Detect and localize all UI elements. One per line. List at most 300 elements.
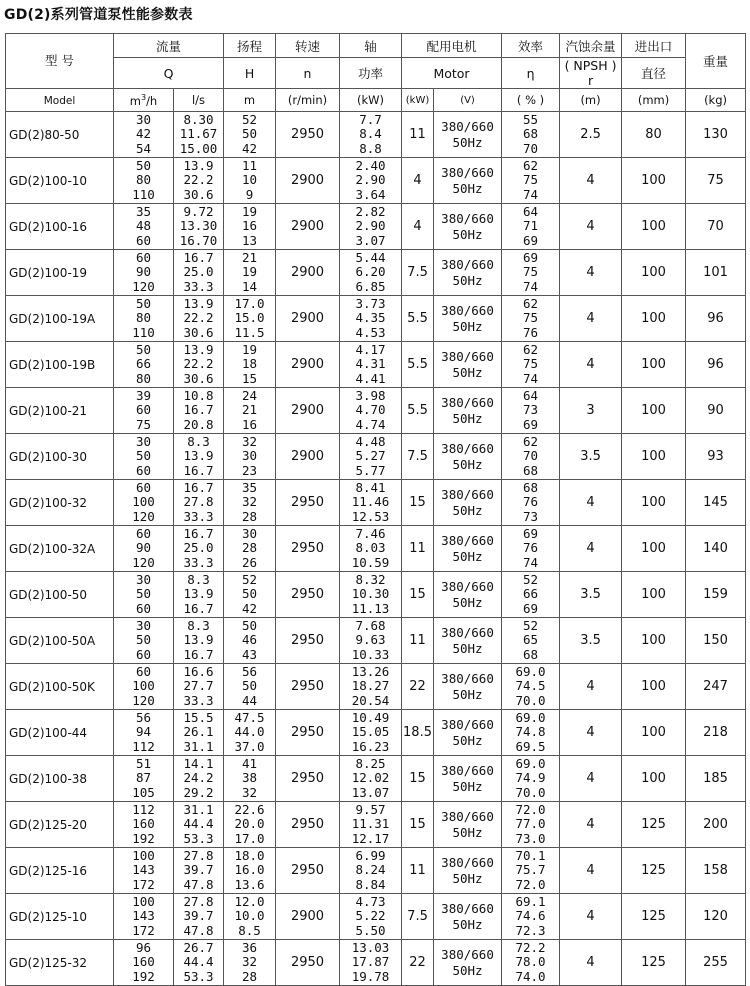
shaft-power-cell-value: 8.4: [359, 126, 382, 142]
motor-voltage-value: 50Hz: [452, 364, 483, 380]
efficiency-cell-value: 69: [523, 600, 539, 616]
head-cell-value: 47.5: [234, 709, 265, 725]
motor-kw-cell: 7.5: [402, 434, 434, 480]
table-row: [6, 802, 746, 848]
flow-m3h-cell: [114, 204, 174, 250]
efficiency-cell-value: 72.0: [515, 876, 546, 892]
motor-voltage-cell: [434, 756, 502, 802]
head-cell-value: 56: [241, 663, 258, 679]
efficiency-cell-value: 76: [523, 324, 539, 340]
npsh-cell: 4: [560, 480, 622, 526]
motor-voltage-value: 50Hz: [452, 318, 483, 334]
flow-ls-cell-value: 13.9: [183, 632, 214, 648]
flow-m3h-cell-value: 96: [135, 939, 152, 955]
header-row-1: [6, 34, 746, 58]
speed-cell: 2900: [276, 158, 340, 204]
flow-m3h-cell-value: 60: [135, 402, 152, 418]
unit-motor-kw: (kW): [402, 89, 434, 112]
shaft-power-cell: [340, 526, 402, 572]
flow-m3h-cell-value: 192: [132, 830, 155, 846]
head-cell-value: 28: [241, 968, 258, 984]
flow-m3h-cell-value: 60: [135, 600, 152, 616]
shaft-power-cell-value: 4.35: [355, 310, 386, 326]
flow-ls-cell-value: 16.7: [183, 249, 214, 265]
motor-voltage-value: 50Hz: [452, 686, 483, 702]
head-cell-value: 37.0: [234, 738, 265, 754]
head-cell: [224, 526, 276, 572]
shaft-power-cell-value: 10.49: [351, 709, 390, 725]
efficiency-cell-value: 71: [523, 218, 539, 234]
efficiency-cell-value: 73.0: [515, 830, 546, 846]
head-cell-value: 41: [241, 755, 258, 771]
shaft-power-cell: [340, 112, 402, 158]
motor-voltage-cell: [434, 802, 502, 848]
efficiency-cell-value: 74: [523, 278, 539, 294]
flow-m3h-cell-value: 100: [132, 494, 155, 510]
npsh-cell: 4: [560, 848, 622, 894]
motor-voltage-value: 380/660: [441, 256, 494, 272]
motor-kw-cell: 11: [402, 618, 434, 664]
weight-cell: 96: [686, 342, 746, 388]
flow-m3h-cell-value: 50: [135, 295, 152, 311]
weight-cell: 145: [686, 480, 746, 526]
shaft-power-cell: [340, 618, 402, 664]
motor-voltage-value: 50Hz: [452, 134, 483, 150]
head-cell-value: 15.0: [234, 310, 265, 326]
head-cell-value: 17.0: [234, 295, 265, 311]
header-flow: 流量: [114, 34, 224, 58]
head-cell-value: 35: [241, 479, 258, 495]
flow-ls-cell-value: 26.1: [183, 724, 214, 740]
flow-m3h-cell-value: 110: [132, 324, 155, 340]
shaft-power-cell-value: 20.54: [351, 692, 390, 708]
flow-ls-cell-value: 33.3: [183, 508, 214, 524]
flow-ls-cell: [174, 250, 224, 296]
model-cell: GD(2)100-50A: [6, 618, 114, 664]
flow-m3h-cell-value: 39: [135, 387, 152, 403]
model-cell: GD(2)100-50: [6, 572, 114, 618]
motor-voltage-cell: [434, 480, 502, 526]
flow-m3h-cell-value: 172: [132, 876, 155, 892]
shaft-power-cell-value: 3.07: [355, 232, 386, 248]
efficiency-cell-value: 74.0: [515, 968, 546, 984]
table-row: [6, 250, 746, 296]
shaft-power-cell-value: 8.8: [359, 140, 382, 156]
shaft-power-cell: [340, 250, 402, 296]
flow-m3h-cell: [114, 848, 174, 894]
flow-ls-cell: [174, 388, 224, 434]
flow-m3h-cell-value: 110: [132, 186, 155, 202]
header-model-en: Model: [6, 89, 114, 112]
motor-voltage-value: 380/660: [441, 210, 494, 226]
flow-ls-cell-value: 16.7: [183, 402, 214, 418]
head-cell: [224, 940, 276, 986]
weight-cell: 101: [686, 250, 746, 296]
flow-m3h-cell-value: 60: [135, 646, 152, 662]
head-cell-value: 19: [241, 341, 258, 357]
efficiency-cell-value: 74.8: [515, 724, 546, 740]
head-cell-value: 42: [241, 140, 258, 156]
motor-voltage-cell: [434, 342, 502, 388]
table-row: [6, 710, 746, 756]
efficiency-cell: [502, 112, 560, 158]
flow-ls-cell-value: 24.2: [183, 770, 214, 786]
header-port-diameter: 直径: [622, 58, 686, 89]
flow-m3h-cell-value: 160: [132, 954, 155, 970]
head-cell-value: 32: [241, 954, 258, 970]
shaft-power-cell: [340, 296, 402, 342]
header-speed: 转速: [276, 34, 340, 58]
speed-cell: 2950: [276, 802, 340, 848]
motor-voltage-value: 380/660: [441, 624, 494, 640]
flow-ls-cell: [174, 158, 224, 204]
flow-ls-cell: [174, 296, 224, 342]
flow-ls-cell-value: 33.3: [183, 278, 214, 294]
flow-ls-cell-value: 8.30: [183, 111, 214, 127]
efficiency-cell-value: 62: [523, 433, 539, 449]
speed-cell: 2950: [276, 664, 340, 710]
efficiency-cell: [502, 158, 560, 204]
header-shaft: 轴: [340, 34, 402, 58]
motor-voltage-cell: [434, 526, 502, 572]
motor-kw-cell: 22: [402, 940, 434, 986]
efficiency-cell-value: 75.7: [515, 862, 546, 878]
efficiency-cell-value: 68: [523, 479, 539, 495]
flow-m3h-cell-value: 80: [135, 370, 152, 386]
port-diameter-cell: 100: [622, 434, 686, 480]
efficiency-cell-value: 76: [523, 494, 539, 510]
flow-ls-cell-value: 8.3: [187, 571, 210, 587]
header-flow-symbol: Q: [114, 58, 224, 89]
unit-motor-v: (V): [434, 89, 502, 112]
motor-voltage-value: 380/660: [441, 118, 494, 134]
efficiency-cell-value: 69: [523, 232, 539, 248]
table-row: [6, 434, 746, 480]
flow-m3h-cell-value: 80: [135, 310, 152, 326]
flow-m3h-cell-value: 50: [135, 632, 152, 648]
efficiency-cell-value: 69.1: [515, 893, 546, 909]
head-cell-value: 32: [241, 784, 258, 800]
shaft-power-cell: [340, 388, 402, 434]
motor-voltage-value: 50Hz: [452, 778, 483, 794]
efficiency-cell-value: 74.6: [515, 908, 546, 924]
npsh-cell: 4: [560, 710, 622, 756]
head-cell-value: 28: [241, 508, 258, 524]
model-cell: GD(2)125-20: [6, 802, 114, 848]
efficiency-cell: [502, 894, 560, 940]
flow-m3h-cell-value: 48: [135, 218, 152, 234]
flow-ls-cell-value: 31.1: [183, 738, 214, 754]
flow-ls-cell: [174, 342, 224, 388]
shaft-power-cell: [340, 158, 402, 204]
flow-ls-cell-value: 39.7: [183, 862, 214, 878]
unit-efficiency: ( % ): [502, 89, 560, 112]
npsh-cell: 2.5: [560, 112, 622, 158]
model-cell: GD(2)80-50: [6, 112, 114, 158]
speed-cell: 2900: [276, 342, 340, 388]
flow-m3h-cell-value: 120: [132, 278, 155, 294]
motor-kw-cell: 5.5: [402, 342, 434, 388]
head-cell: [224, 756, 276, 802]
motor-voltage-cell: [434, 940, 502, 986]
flow-ls-cell-value: 16.7: [183, 525, 214, 541]
efficiency-cell-value: 75: [523, 264, 539, 280]
head-cell-value: 13: [241, 232, 258, 248]
weight-cell: 247: [686, 664, 746, 710]
flow-m3h-cell-value: 35: [135, 203, 152, 219]
head-cell-value: 42: [241, 600, 258, 616]
shaft-power-cell-value: 8.41: [355, 479, 386, 495]
flow-ls-cell-value: 22.2: [183, 356, 214, 372]
flow-ls-cell: [174, 894, 224, 940]
flow-m3h-cell: [114, 756, 174, 802]
speed-cell: 2950: [276, 572, 340, 618]
flow-m3h-cell: [114, 112, 174, 158]
weight-cell: 255: [686, 940, 746, 986]
flow-ls-cell-value: 16.7: [183, 479, 214, 495]
npsh-cell: 4: [560, 342, 622, 388]
header-efficiency-symbol: η: [502, 58, 560, 89]
motor-voltage-value: 380/660: [441, 670, 494, 686]
flow-m3h-cell-value: 60: [135, 525, 152, 541]
motor-voltage-value: 380/660: [441, 762, 494, 778]
flow-m3h-cell-value: 42: [135, 126, 152, 142]
head-cell: [224, 112, 276, 158]
shaft-power-cell-value: 7.68: [355, 617, 386, 633]
shaft-power-cell: [340, 204, 402, 250]
efficiency-cell-value: 74: [523, 370, 539, 386]
shaft-power-cell: [340, 710, 402, 756]
header-head: 扬程: [224, 34, 276, 58]
motor-kw-cell: 15: [402, 572, 434, 618]
flow-m3h-cell-value: 112: [132, 738, 155, 754]
unit-port: (mm): [622, 89, 686, 112]
efficiency-cell-value: 70.0: [515, 692, 546, 708]
flow-m3h-cell: [114, 664, 174, 710]
efficiency-cell-value: 73: [523, 508, 539, 524]
header-npsh-symbol: ( NPSH ) r: [560, 58, 622, 89]
flow-m3h-cell: [114, 342, 174, 388]
shaft-power-cell-value: 18.27: [351, 678, 390, 694]
head-cell-value: 30: [241, 448, 258, 464]
npsh-cell: 4: [560, 204, 622, 250]
head-cell-value: 43: [241, 646, 258, 662]
motor-voltage-value: 50Hz: [452, 594, 483, 610]
flow-m3h-cell: [114, 710, 174, 756]
flow-ls-cell-value: 16.70: [179, 232, 218, 248]
motor-kw-cell: 4: [402, 204, 434, 250]
motor-voltage-cell: [434, 710, 502, 756]
flow-m3h-cell: [114, 250, 174, 296]
shaft-power-cell-value: 4.53: [355, 324, 386, 340]
motor-kw-cell: 22: [402, 664, 434, 710]
flow-m3h-cell-value: 120: [132, 508, 155, 524]
shaft-power-cell-value: 8.32: [355, 571, 386, 587]
efficiency-cell: [502, 250, 560, 296]
flow-ls-cell-value: 47.8: [183, 876, 214, 892]
efficiency-cell: [502, 388, 560, 434]
head-cell: [224, 158, 276, 204]
motor-voltage-cell: [434, 296, 502, 342]
head-cell-value: 21: [241, 249, 258, 265]
motor-kw-cell: 15: [402, 802, 434, 848]
head-cell-value: 44: [241, 692, 258, 708]
efficiency-cell-value: 72.3: [515, 922, 546, 938]
flow-ls-cell: [174, 112, 224, 158]
shaft-power-cell-value: 19.78: [351, 968, 390, 984]
head-cell-value: 50: [241, 586, 258, 602]
unit-weight: (kg): [686, 89, 746, 112]
head-cell: [224, 710, 276, 756]
shaft-power-cell-value: 10.59: [351, 554, 390, 570]
shaft-power-cell: [340, 480, 402, 526]
motor-voltage-cell: [434, 848, 502, 894]
shaft-power-cell-value: 2.90: [355, 218, 386, 234]
efficiency-cell-value: 52: [523, 617, 539, 633]
motor-kw-cell: 7.5: [402, 250, 434, 296]
flow-m3h-cell-value: 50: [135, 341, 152, 357]
flow-ls-cell: [174, 756, 224, 802]
efficiency-cell-value: 75: [523, 356, 539, 372]
efficiency-cell-value: 72.0: [515, 801, 546, 817]
shaft-power-cell-value: 13.07: [351, 784, 390, 800]
flow-ls-cell-value: 27.8: [183, 847, 214, 863]
header-motor-en: Motor: [402, 58, 502, 89]
head-cell: [224, 342, 276, 388]
efficiency-cell: [502, 572, 560, 618]
head-cell-value: 52: [241, 571, 258, 587]
page-title: GD(2)系列管道泵性能参数表: [4, 7, 193, 23]
model-cell: GD(2)100-19: [6, 250, 114, 296]
flow-ls-cell: [174, 848, 224, 894]
efficiency-cell: [502, 802, 560, 848]
model-cell: GD(2)125-16: [6, 848, 114, 894]
shaft-power-cell: [340, 572, 402, 618]
motor-voltage-value: 380/660: [441, 394, 494, 410]
flow-ls-cell-value: 53.3: [183, 968, 214, 984]
flow-ls-cell-value: 39.7: [183, 908, 214, 924]
shaft-power-cell-value: 6.99: [355, 847, 386, 863]
shaft-power-cell-value: 4.31: [355, 356, 386, 372]
head-cell-value: 30: [241, 525, 258, 541]
head-cell-value: 10.0: [234, 908, 265, 924]
shaft-power-cell-value: 3.73: [355, 295, 386, 311]
model-cell: GD(2)100-32A: [6, 526, 114, 572]
flow-ls-cell-value: 33.3: [183, 692, 214, 708]
port-diameter-cell: 100: [622, 756, 686, 802]
model-cell: GD(2)100-10: [6, 158, 114, 204]
motor-voltage-cell: [434, 112, 502, 158]
shaft-power-cell-value: 8.24: [355, 862, 386, 878]
npsh-cell: 4: [560, 756, 622, 802]
speed-cell: 2950: [276, 112, 340, 158]
model-cell: GD(2)100-21: [6, 388, 114, 434]
efficiency-cell-value: 64: [523, 203, 539, 219]
flow-ls-cell-value: 13.30: [179, 218, 218, 234]
efficiency-cell-value: 78.0: [515, 954, 546, 970]
speed-cell: 2950: [276, 618, 340, 664]
shaft-power-cell-value: 4.48: [355, 433, 386, 449]
shaft-power-cell-value: 9.63: [355, 632, 386, 648]
port-diameter-cell: 125: [622, 802, 686, 848]
flow-m3h-cell-value: 100: [132, 847, 155, 863]
table-row: [6, 342, 746, 388]
motor-voltage-cell: [434, 664, 502, 710]
motor-voltage-value: 380/660: [441, 348, 494, 364]
shaft-power-cell-value: 10.30: [351, 586, 390, 602]
flow-m3h-cell-value: 51: [135, 755, 152, 771]
flow-ls-cell-value: 30.6: [183, 370, 214, 386]
table-row: [6, 756, 746, 802]
flow-m3h-cell: [114, 894, 174, 940]
port-diameter-cell: 100: [622, 710, 686, 756]
unit-head: m: [224, 89, 276, 112]
flow-ls-cell-value: 30.6: [183, 186, 214, 202]
efficiency-cell-value: 74: [523, 186, 539, 202]
flow-m3h-cell-value: 50: [135, 448, 152, 464]
table-row: [6, 296, 746, 342]
efficiency-cell-value: 69.5: [515, 738, 546, 754]
header-shaft-power: 功率: [340, 58, 402, 89]
motor-voltage-value: 50Hz: [452, 824, 483, 840]
motor-voltage-value: 380/660: [441, 716, 494, 732]
flow-m3h-cell-value: 143: [132, 862, 155, 878]
motor-voltage-value: 380/660: [441, 808, 494, 824]
shaft-power-cell: [340, 342, 402, 388]
efficiency-cell-value: 68: [523, 462, 539, 478]
head-cell-value: 17.0: [234, 830, 265, 846]
port-diameter-cell: 125: [622, 894, 686, 940]
efficiency-cell-value: 72.2: [515, 939, 546, 955]
efficiency-cell: [502, 204, 560, 250]
motor-voltage-value: 50Hz: [452, 180, 483, 196]
efficiency-cell-value: 69: [523, 525, 539, 541]
flow-ls-cell: [174, 204, 224, 250]
model-cell: GD(2)100-38: [6, 756, 114, 802]
flow-ls-cell-value: 26.7: [183, 939, 214, 955]
head-cell-value: 50: [241, 126, 258, 142]
motor-voltage-value: 50Hz: [452, 410, 483, 426]
flow-m3h-cell: [114, 526, 174, 572]
port-diameter-cell: 100: [622, 480, 686, 526]
flow-ls-cell-value: 13.9: [183, 341, 214, 357]
shaft-power-cell-value: 8.03: [355, 540, 386, 556]
flow-ls-cell-value: 25.0: [183, 264, 214, 280]
weight-cell: 90: [686, 388, 746, 434]
npsh-cell: 4: [560, 664, 622, 710]
header-motor: 配用电机: [402, 34, 502, 58]
shaft-power-cell-value: 3.98: [355, 387, 386, 403]
flow-ls-cell-value: 27.8: [183, 893, 214, 909]
table-row: [6, 388, 746, 434]
unit-npsh: (m): [560, 89, 622, 112]
efficiency-cell-value: 70: [523, 140, 539, 156]
motor-voltage-value: 380/660: [441, 854, 494, 870]
weight-cell: 200: [686, 802, 746, 848]
model-cell: GD(2)100-19B: [6, 342, 114, 388]
header-npsh: 汽蚀余量: [560, 34, 622, 58]
weight-cell: 120: [686, 894, 746, 940]
port-diameter-cell: 100: [622, 572, 686, 618]
flow-ls-cell-value: 20.8: [183, 416, 214, 432]
header-model: 型 号: [6, 34, 114, 89]
motor-voltage-value: 50Hz: [452, 640, 483, 656]
head-cell: [224, 664, 276, 710]
motor-voltage-cell: [434, 204, 502, 250]
port-diameter-cell: 100: [622, 388, 686, 434]
speed-cell: 2950: [276, 848, 340, 894]
flow-ls-cell-value: 16.7: [183, 600, 214, 616]
